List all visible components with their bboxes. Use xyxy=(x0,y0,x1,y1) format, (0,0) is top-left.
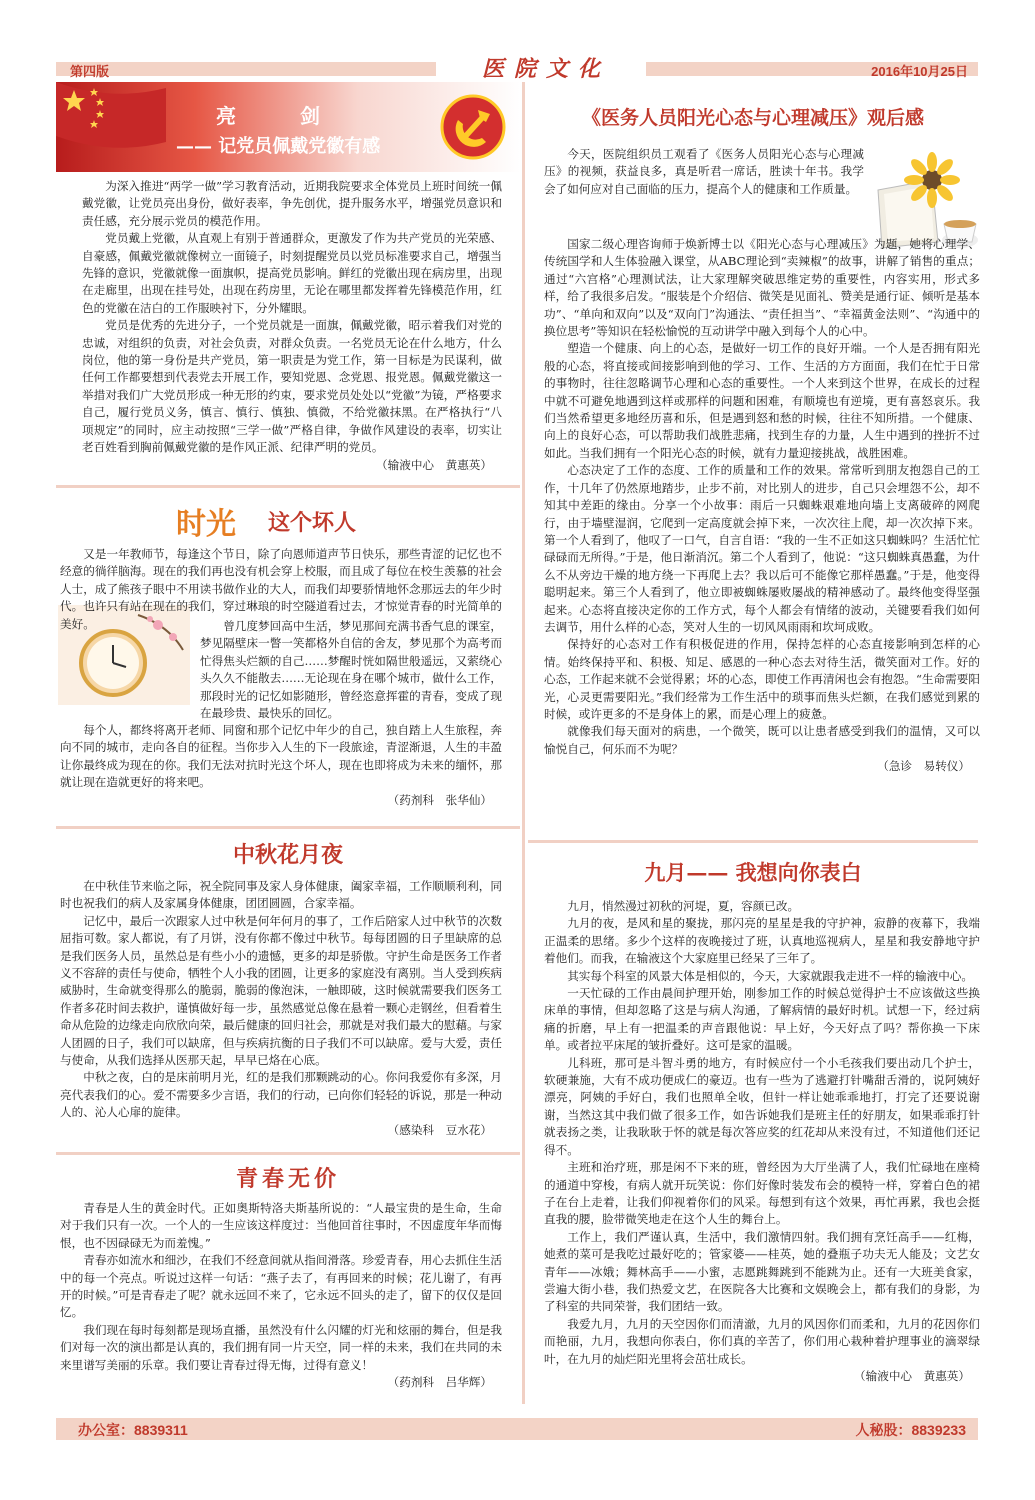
paragraph: 党员是优秀的先进分子，一个党员就是一面旗，佩戴党徽，昭示着我们对党的忠诚，对组织的负责，对社会负责，对群众负责。一名党员无论在什么地方，什么岗位，他的第一身份是共产党员，第一职责是为党工作，第一目标是为民谋利，做任何工作都要想到代表党去开展工作，要知党恩、念党恩、报党恩。佩戴党徽这一举措对我们广大党员形成一种无形的约束，要求党员处处以“党徽”为镜，严格要求自己，履行党员义务，慎言、慎行、慎独、慎微，不给党徽抹黑。在严格执行“八项规定”的同时，应主动按照“三学一做”严格自律，争做作风建设的表率，切实让老百姓看到胸前佩戴党徽的是作风正派、纪律严明的党员。 xyxy=(82,318,502,455)
paragraph: 为深入推进“两学一做”学习教育活动，近期我院要求全体党员上班时间统一佩戴党徽，让党员亮出身份，做好表率，争先创优，提升服务水平，增强党员意识和责任感，充分展示党员的模范作用。 xyxy=(82,179,502,228)
paragraph: 我们现在每时每刻都是现场直播，虽然没有什么闪耀的灯光和炫丽的舞台，但是我们对每一次的演出都是认真的，我们拥有同一片天空，同一样的未来，我们在共同的未来里谱写美丽的乐章。我们要让青春过得无悔，过得有意义！ xyxy=(60,1322,502,1372)
paragraph: 九月，悄然漫过初秋的河堤，夏，容颜已改。 xyxy=(567,899,800,913)
section-divider xyxy=(56,485,520,488)
qingchun-body xyxy=(60,1200,502,1391)
author-signature: （急诊 易转仪） xyxy=(877,759,970,774)
flag-icon xyxy=(56,82,166,152)
paragraph: 曾几度梦回高中生活，梦见那间充满书香气息的课室，梦见隔壁床一瞥一笑都格外自信的舍友，梦见那个为高考而忙得焦头烂额的自己……梦醒时恍如隔世般遥远，又萦绕心头久久不能散去……无论现在身在哪个城市，做什么工作，那段时光的记忆如影随形，曾经恣意挥霍的青春，变成了现在最珍贵、最快乐的回忆。 xyxy=(200,619,502,721)
qingchun-title: 青春无价 xyxy=(235,1166,340,1192)
zhongqiu-title: 中秋花月夜 xyxy=(232,842,343,868)
yangguang-body-wrap xyxy=(544,146,864,198)
paragraph: 每个人，都终将离开老师、同窗和那个记忆中年少的自己，独自踏上人生旅程，奔向不同的城市，走向各自的征程。当你步入人生的下一段旅途，青涩渐退，人生的丰盈让你最终成为现在的你。我们无法对抗时光这个坏人，现在也即将成为未来的缅怀，那就让现在造就更好的将来吧。 xyxy=(60,723,502,790)
office-phone: 办公室：8839311 xyxy=(78,1422,188,1438)
paragraph: 工作上，我们严谨认真，生活中，我们激情四射。我们拥有烹饪高手——红梅，她煮的菜可是我吃过最好吃的；管家婆——桂英，她的叠瓶子功夫无人能及；文艺女青年——冰娥；舞林高手——小蜜，志愿跳舞跳到不能跳为止。还有一大班美食家，尝遍大街小巷，我们热爱文艺，在医院各大比赛和文娱晚会上，都有我们的身影，为了科室的共同荣誉，我们团结一致。 xyxy=(544,1229,980,1314)
paragraph: 其实每个科室的风景大体是相似的，今天，大家就跟我走进不一样的输液中心。 xyxy=(567,968,973,983)
shiguang-body-wrap xyxy=(200,618,502,721)
paragraph: 心态决定了工作的态度、工作的质量和工作的效果。常常听到朋友抱怨自己的工作，十几年了仍然原地踏步，止步不前，对比别人的进步，自己只会埋怨不公，却不知其中差距的缘由。分享一个小故事：雨后一只蜘蛛艰难地向墙上支离破碎的网爬行，由于墙壁湿润，它爬到一定高度就会掉下来，一次次往上爬，却一次次掉下来。第一个人看到了，他叹了一口气，自言自语：“我的一生不正如这只蜘蛛吗？生活忙忙碌碌而无所得。”于是，他日渐消沉。第二个人看到了，他说：“这只蜘蛛真愚蠢，为什么不从旁边干燥的地方绕一下再爬上去？我以后可不能像它那样愚蠢。”于是，他变得聪明起来。第三个人看到了，他立即被蜘蛛屡败屡战的精神感动了。最终他变得坚强起来。心态将直接决定你的工作方式，每个人都会有情绪的波动，关键要看我们如何去调节，用什么样的心态，笑对人生的一切风风雨雨和坎坷成败。 xyxy=(544,463,980,634)
shiguang-title-art xyxy=(176,502,268,542)
liangjian-subtitle: —— 记党员佩戴党徽有感 xyxy=(176,136,381,157)
paragraph: 青春是人生的黄金时代。正如奥斯特洛夫斯基所说的：“人最宝贵的是生命，生命对于我们只有一次。一个人的一生应该这样度过：当他回首往事时，不因虚度年华而悔恨，也不因碌碌无为而羞愧。” xyxy=(60,1201,502,1250)
section-divider xyxy=(56,826,520,829)
paragraph: 就像我们每天面对的病患，一个微笑，既可以让患者感受到我们的温情，又可以愉悦自己，何乐而不为呢？ xyxy=(544,724,980,756)
paragraph: 主班和治疗班，那是闲不下来的班，曾经因为大厅坐满了人，我们忙碌地在座椅的通道中穿梭，有病人就开玩笑说：你们好像时装发布会的模特一样，穿着白色的裙子在台上走着，让我们仰视着你们的风采。每想到有这个效果，再忙再累，我也会挺直我的腰，脸带微笑地走在这个人生的舞台上。 xyxy=(544,1160,980,1227)
paragraph: 保持好的心态对工作有积极促进的作用，保持怎样的心态直接影响到怎样的心情。始终保持平和、积极、知足、感恩的一种心态去对待生活，微笑面对工作。好的心态，工作起来就不会觉得累；坏的心态，即使工作再清闲也会有抱怨。“生命需要阳光，心灵更需要阳光。”我们经常为工作生活中的琐事而焦头烂额，在我们感觉到累的时候，或许更多的不是身体上的累，而是心理上的疲惫。 xyxy=(544,637,980,721)
hr-phone: 人秘股：8839233 xyxy=(855,1422,966,1438)
shiguang-title: 这个坏人 xyxy=(268,510,357,536)
issue-date: 2016年10月25日 xyxy=(871,64,968,79)
masthead-title: 医院文化 xyxy=(481,56,610,82)
yangguang-title: 《医务人员阳光心态与心理减压》观后感 xyxy=(581,107,924,129)
header-band-left xyxy=(56,62,436,76)
paragraph: 党员戴上党徽，从直观上有别于普通群众，更激发了作为共产党员的光荣感、自豪感，佩戴党徽就像树立一面镜子，时刻提醒党员以党员标准要求自己，增强当先锋的意识，党徽就像一面旗帜，提高党员影响。鲜红的党徽出现在病房里，出现在走廊里，出现在挂号处，出现在药房里，无论在哪里都发挥着先锋模范作用，红色的党徽在洁白的工作服映衬下，分外耀眼。 xyxy=(82,231,502,315)
liangjian-title: 亮 剑 xyxy=(216,104,342,128)
paragraph: 在中秋佳节来临之际，祝全院同事及家人身体健康，阖家幸福，工作顺顺利利，同时也祝我们的病人及家属身体健康，团团圆圆，合家幸福。 xyxy=(60,879,502,911)
paragraph: 儿科班，那可是斗智斗勇的地方，有时候应付一个小毛孩我们要出动几个护士，软硬兼施，大有不成功便成仁的豪迈。也有一些为了逃避打针嘴甜舌滑的，说阿姨好漂亮，阿姨的手好白，我们也照单全收，但针一样让她乖乖地打，打完了还要说谢谢，当然这其中我们做了很多工作，如告诉她我们是班主任的好朋友，如果乖乖打针就表扬之类，让我耿耿于怀的就是每次答应奖的红花却从来没有过，不知道他们还记得不。 xyxy=(544,1055,980,1157)
paragraph: 我爱九月，九月的天空因你们而清澈，九月的风因你们而柔和，九月的花因你们而艳丽，九月，我想向你表白，你们真的辛苦了，你们用心栽种着护理事业的滴翠绿叶，在九月的灿烂阳光里将会茁壮成长。 xyxy=(544,1316,980,1366)
author-signature: （药剂科 吕华辉） xyxy=(387,1375,492,1390)
shiguang-body-bottom xyxy=(60,722,502,809)
author-signature: （输液中心 黄惠英） xyxy=(376,457,492,472)
liangjian-banner xyxy=(56,82,520,172)
paragraph: 中秋之夜，白的是床前明月光，红的是我们那颗跳动的心。你问我爱你有多深，月亮代表我们的心。爱不需要多少言语，我们的行动，已向你们轻轻的诉说，那是一种动人的、沁人心扉的旋律。 xyxy=(60,1070,502,1120)
party-emblem-icon xyxy=(440,94,506,160)
liangjian-body xyxy=(82,178,502,474)
edition-label: 第四版 xyxy=(70,64,110,79)
column-divider xyxy=(522,82,525,1404)
paragraph: 又是一年教师节，每逢这个节日，除了向恩师道声节日快乐，那些青涩的记忆也不经意的徜徉脑海。现在的我们再也没有机会穿上校服，而且成了每位在校生羡慕的社会人士，成了熊孩子眼中不用读书做作业的大人，而我们却要骄情地怀念那远去的年少时代。也许只有站在现在的我们，穿过琳琅的时空隧道看过去，才惊觉青春的时光简单的美好。 xyxy=(60,547,502,631)
jiuyue-body xyxy=(544,898,980,1385)
yangguang-body xyxy=(544,236,980,776)
paragraph: 今天，医院组织员工观看了《医务人员阳光心态与心理减压》的视频，获益良多，真是听君一席话，胜读十年书。我学会了如何应对自己面临的压力，提高个人的健康和工作质量。 xyxy=(544,147,864,196)
author-signature: （药剂科 张华仙） xyxy=(387,792,492,807)
author-signature: （感染科 豆水花） xyxy=(387,1122,492,1137)
shiguang-title-art-text: 时光 xyxy=(176,507,236,542)
jiuyue-title: 九月—— 我想向你表白 xyxy=(644,860,862,885)
paragraph: 青春亦如流水和细沙，在我们不经意间就从指间滑落。珍爱青春，用心去抓住生活中的每一个亮点。听说过这样一句话：“燕子去了，有再回来的时候；花儿谢了，有再开的时候。”可是青春走了呢？就永远回不来了，它永远不回头的走了，留下的仅仅是回忆。 xyxy=(60,1253,502,1320)
paragraph: 一天忙碌的工作由晨间护理开始，刚参加工作的时候总觉得护士不应该做这些换床单的事情，但却忽略了这是与病人沟通，了解病情的最好时机。试想一下，经过病痛的折磨，早上有一把温柔的声音跟他说：早上好，今天好点了吗？帮你换一下床单。或者拉平床尾的皱折叠好。这可是家的温暖。 xyxy=(544,986,980,1053)
zhongqiu-body xyxy=(60,878,502,1139)
paragraph: 塑造一个健康、向上的心态，是做好一切工作的良好开端。一个人是否拥有阳光般的心态，将直接或间接影响到他的学习、工作、生活的方方面面，我们在忙于日常的事物时，往往忽略调节心理和心态的重要性。一个人来到这个世界，在成长的过程中就不可避免地遇到这样或那样的问题和困难，有顺境也有逆境，更有喜怒哀乐。我们当然希望更多地经历喜和乐，但是遇到怒和愁的时候，往往不知所措。一个健康、向上的良好心态，可以帮助我们战胜悲痛，找到生存的力量，人生中遇到的挫折不过如此。当我们拥有一个阳光心态的时候，就有力量迎接挑战，战胜困难。 xyxy=(544,341,980,460)
paragraph: 国家二级心理咨询师于焕新博士以《阳光心态与心理减压》为题，她将心理学、传统国学和人生体验融入课堂，从ABC理论到“卖辣椒”的故事，讲解了销售的重点；通过“六宫格”心理测试法，让大家理解突破思维定势的重要性，内容实用，形式多样，给了我很多启发。“服装是个介绍信、微笑是见面礼、赞美是通行证、倾听是基本功”、“单向和双向”以及“双向门”沟通法、“责任担当”、“幸福黄金法则”、“沟通中的换位思考”等知识在轻松愉悦的互动讲学中融入到每个人的心中。 xyxy=(544,237,980,339)
section-divider xyxy=(528,840,978,843)
author-signature: （输液中心 黄惠英） xyxy=(854,1368,970,1383)
page-header xyxy=(56,58,978,80)
paragraph: 记忆中，最后一次跟家人过中秋是何年何月的事了，工作后陪家人过中秋节的次数屈指可数。家人都说，有了月饼，没有你都不像过中秋节。每每团圆的日子里缺席的总是我们医务人员，虽然总是有些小小的遗憾，更多的却是骄傲。守护生命是医务工作者义不容辞的责任与使命，牺牲个人小我的团圆，让更多的家庭没有离别。当人受到疾病威胁时，生命就变得那么的脆弱，脆弱的像泡沫，一触即破，这时候就需要我们医务工作者多花时间去救护，谨慎做好每一步，虽然感觉总像在悬着一颗心走钢丝，但看着生命从危险的边缘走向欣欣向荣，最后健康的回归社会，那就是对我们最大的慰藉。与家人团圆的日子，我们可以缺席，但与疾病抗衡的日子我们不可以缺席。爱与大爱，责任与使命，从我们选择从医那天起，早早已烙在心底。 xyxy=(60,913,502,1068)
paragraph: 九月的夜，是风和星的聚拢，那闪亮的星星是我的守护神，寂静的夜幕下，我端正温柔的思绪。多少个这样的夜晚接过了班，认真地巡视病人，星星和我安静地守护着他们。而我，在输液这个大家庭里已经呆了三年了。 xyxy=(544,916,980,966)
page-footer xyxy=(56,1418,978,1440)
section-divider xyxy=(56,1152,520,1155)
